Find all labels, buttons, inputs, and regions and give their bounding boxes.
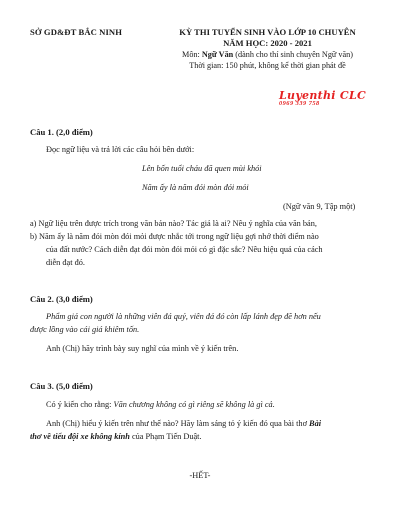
subject-name: Ngữ Văn <box>201 50 234 59</box>
work-title-part-2: thơ về tiểu đội xe không kính <box>30 432 130 441</box>
time-limit: Thời gian: 150 phút, không kể thời gian phát đề <box>189 61 346 70</box>
question-1a: a) Ngữ liệu trên được trích trong văn bản nào? Tác giả là ai? Nêu ý nghĩa của văn bản, <box>30 219 317 228</box>
question-2-task: Anh (Chị) hãy trình bày suy nghĩ của mình về ý kiến trên. <box>46 344 239 353</box>
brand-watermark <box>279 89 366 107</box>
work-title-part-1: Bài <box>309 419 322 428</box>
opinion-prefix: Có ý kiến cho rằng: <box>46 400 114 409</box>
question-1b-line-2: của đất nước? Cách diễn đạt đói mòn đói mỏi có gì đặc sắc? Nêu hiệu quả của cách <box>46 245 323 254</box>
question-1b-line-1: b) Năm ấy là năm đói mòn đói mỏi được nhắc tới trong ngữ liệu gợi nhớ thời điểm nào <box>30 232 319 241</box>
question-1-title: Câu 1. (2,0 điểm) <box>30 127 93 137</box>
school-year: NĂM HỌC: 2020 - 2021 <box>223 38 312 48</box>
opinion-quote: Văn chương không có gì riêng sẽ không là gì cả. <box>113 400 275 409</box>
question-2-title: Câu 2. (3,0 điểm) <box>30 294 93 304</box>
poem-line-2: Năm ấy là năm đói mòn đói mỏi <box>142 183 249 192</box>
subject-prefix: Môn: <box>182 50 202 59</box>
subject-note: (dành cho thí sinh chuyên Ngữ văn) <box>233 50 353 59</box>
exam-header <box>155 27 380 71</box>
subject-line <box>155 49 380 60</box>
question-2-quote-line-2: được lồng vào cái giá khiêm tốn. <box>30 325 140 334</box>
end-marker: -HẾT- <box>189 471 211 480</box>
brand-phone: 0969 339 758 <box>279 100 320 107</box>
exam-title: KỲ THI TUYỂN SINH VÀO LỚP 10 CHUYÊN <box>179 27 356 37</box>
question-3-task-line-2 <box>30 431 202 444</box>
question-3-opinion <box>46 399 275 412</box>
poem-source: (Ngữ văn 9, Tập một) <box>283 202 356 211</box>
brand-name: Luyenthi CLC <box>279 89 367 102</box>
question-1-intro: Đọc ngữ liệu và trả lời các câu hỏi bên dưới: <box>46 145 195 154</box>
task-text: Anh (Chị) hiểu ý kiến trên như thế nào? Hãy làm sáng tỏ ý kiến đó qua bài thơ <box>46 419 310 428</box>
poem-line-1: Lên bốn tuổi cháu đã quen mùi khói <box>142 164 262 173</box>
question-2-quote-line-1: Phẩm giá con người là những viên đá quý, viên đá đó còn lấp lánh đẹp đẽ hơn nếu <box>46 312 321 321</box>
question-3-task-line-1 <box>46 418 321 431</box>
question-3-title: Câu 3. (5,0 điểm) <box>30 381 93 391</box>
task-suffix: của Phạm Tiến Duật. <box>129 432 202 441</box>
department-name: SỞ GD&ĐT BẮC NINH <box>30 27 123 37</box>
question-1b-line-3: diễn đạt đó. <box>46 258 85 267</box>
